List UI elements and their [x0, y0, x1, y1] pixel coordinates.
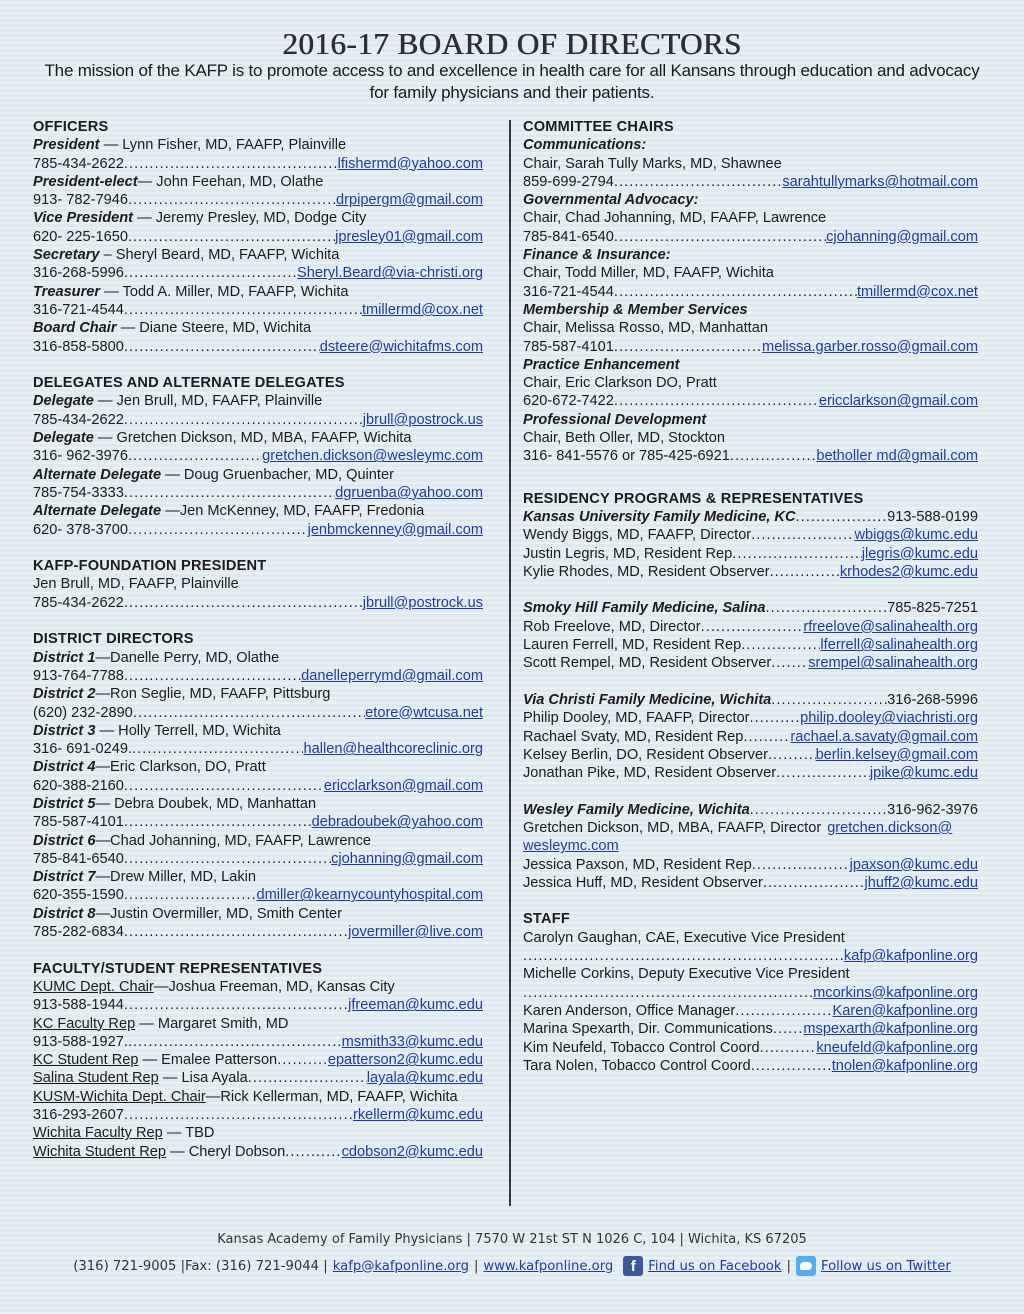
- email-link[interactable]: srempel@salinahealth.org: [808, 655, 978, 672]
- person-name: Wendy Biggs, MD, FAAFP, Director: [523, 527, 752, 544]
- phone-number: 785-841-6540: [33, 850, 124, 867]
- contact-line: [33, 850, 483, 868]
- committee-chair: Chair, Beth Oller, MD, Stockton: [523, 430, 725, 447]
- email-link[interactable]: mcorkins@kafponline.org: [813, 984, 978, 1001]
- phone-number: 316-858-5800: [33, 338, 124, 355]
- person-entry: [33, 246, 483, 264]
- separator: —: [95, 795, 115, 812]
- person-entry: [33, 832, 483, 850]
- staff-contact-line: [523, 947, 978, 965]
- person-entry: [33, 722, 483, 740]
- foundation-section: [33, 557, 483, 612]
- contact-line: [33, 447, 483, 465]
- program-name: Wesley Family Medicine, Wichita: [523, 801, 750, 818]
- email-link[interactable]: jbrull@postrock.us: [362, 594, 483, 611]
- email-link[interactable]: msmith33@kumc.edu: [341, 1033, 483, 1050]
- person-name: — Margaret Smith, MD: [135, 1015, 289, 1032]
- contact-line: [33, 228, 483, 246]
- person-name: Jen McKenney, MD, FAAFP, Fredonia: [179, 503, 425, 520]
- role-label: Treasurer: [33, 283, 101, 300]
- committee-title: Governmental Advocacy:: [523, 192, 699, 209]
- separator: —: [95, 759, 111, 776]
- email-link[interactable]: jlegris@kumc.edu: [861, 545, 978, 562]
- contact-line: [33, 1033, 483, 1051]
- phone-number: 316-293-2607: [33, 1107, 124, 1124]
- person-name: Sheryl Beard, MD, FAAFP, Wichita: [115, 247, 340, 264]
- staff-heading: STAFF: [523, 911, 570, 928]
- person-entry: [33, 429, 483, 447]
- role-label: District 1: [33, 649, 96, 666]
- person-name: Doug Gruenbacher, MD, Quinter: [183, 466, 394, 483]
- staff-entry: [523, 1057, 978, 1075]
- person-entry: [33, 502, 483, 520]
- email-link[interactable]: jenbmckenney@gmail.com: [307, 521, 483, 538]
- contact-line: [523, 392, 978, 410]
- program-phone: 913-588-0199: [887, 508, 978, 525]
- program-person: [523, 545, 978, 563]
- email-link[interactable]: drpipergm@gmail.com: [335, 192, 483, 209]
- email-link[interactable]: cjohanning@gmail.com: [331, 850, 483, 867]
- contact-line: [33, 740, 483, 758]
- email-link[interactable]: layala@kumc.edu: [366, 1070, 483, 1087]
- phone-number: 316- 962-3976: [33, 448, 128, 465]
- contact-line: [33, 1106, 483, 1124]
- faculty-role-label: Wichita Faculty Rep: [33, 1125, 163, 1142]
- separator: –: [99, 247, 116, 264]
- staff-name: Marina Spexarth, Dir. Communications: [523, 1021, 773, 1038]
- phone-number: 620-355-1590: [33, 887, 124, 904]
- phone-number: 316-268-5996: [33, 265, 124, 282]
- person-name: Jessica Huff, MD, Resident Observer: [523, 874, 763, 891]
- program-header: [523, 801, 978, 819]
- email-link[interactable]: gretchen.dickson@wesleymc.com: [262, 448, 483, 465]
- faculty-line: [33, 1069, 483, 1087]
- email-link[interactable]: ericclarkson@gmail.com: [818, 393, 978, 410]
- person-entry: [33, 905, 483, 923]
- staff-entry: [523, 1020, 978, 1038]
- committees-heading: COMMITTEE CHAIRS: [523, 119, 674, 135]
- contact-line: [523, 447, 978, 465]
- person-name: Ron Seglie, MD, FAAFP, Pittsburg: [110, 686, 331, 703]
- committees-section: [523, 118, 978, 466]
- person-entry: [33, 795, 483, 813]
- left-column: [33, 118, 483, 1179]
- program-header: [523, 599, 978, 617]
- role-label: District 7: [33, 869, 96, 886]
- email-link[interactable]: jhuff2@kumc.edu: [864, 874, 978, 891]
- phone-number: 913-764-7788: [33, 667, 124, 684]
- twitter-link[interactable]: Follow us on Twitter: [820, 1258, 951, 1274]
- separator: —: [100, 283, 123, 300]
- program-person: [523, 746, 978, 764]
- faculty-role-label: KUSM-Wichita Dept. Chair: [33, 1088, 206, 1105]
- phone-number: 620- 378-3700: [33, 521, 128, 538]
- role-label: Delegate: [33, 430, 94, 447]
- footer-email-link[interactable]: kafp@kafponline.org: [332, 1258, 469, 1274]
- role-label: Board Chair: [33, 320, 117, 337]
- email-link[interactable]: melissa.garber.rosso@gmail.com: [762, 338, 978, 355]
- phone-number: 785-434-2622: [33, 594, 124, 611]
- committee-chair: Chair, Sarah Tully Marks, MD, Shawnee: [523, 155, 782, 172]
- person-entry: [33, 868, 483, 886]
- email-link[interactable]: gretchen.dickson@: [827, 819, 953, 836]
- separator: —: [133, 210, 156, 227]
- email-link[interactable]: kneufeld@kafponline.org: [816, 1039, 978, 1056]
- role-label: District 5: [33, 795, 96, 812]
- role-label: Vice President: [33, 210, 134, 227]
- facebook-icon[interactable]: f: [623, 1256, 643, 1276]
- program-person: [523, 709, 978, 727]
- separator: —: [161, 466, 184, 483]
- person-name: Rob Freelove, MD, Director: [523, 618, 701, 635]
- email-link[interactable]: philip.dooley@viachristi.org: [800, 710, 978, 727]
- separator: —: [95, 832, 111, 849]
- program-phone: 316-962-3976: [887, 801, 978, 818]
- email-link[interactable]: Sheryl.Beard@via-christi.org: [297, 265, 483, 282]
- program-person: [523, 618, 978, 636]
- email-link[interactable]: rkellerm@kumc.edu: [353, 1107, 483, 1124]
- role-label: Secretary: [33, 247, 100, 264]
- officers-section: [33, 118, 483, 356]
- residency-heading: RESIDENCY PROGRAMS & REPRESENTATIVES: [523, 490, 864, 507]
- person-name: Debra Doubek, MD, Manhattan: [114, 795, 317, 812]
- phone-number: 913- 782-7946: [33, 192, 128, 209]
- phone-number: (620) 232-2890: [33, 704, 133, 721]
- email-link[interactable]: wbiggs@kumc.edu: [854, 527, 978, 544]
- email-link[interactable]: jbrull@postrock.us: [362, 411, 483, 428]
- role-label: District 6: [33, 832, 96, 849]
- faculty-line: [33, 1051, 483, 1069]
- program-person: [523, 764, 978, 782]
- email-link[interactable]: jfreeman@kumc.edu: [348, 997, 483, 1014]
- email-link[interactable]: berlin.kelsey@gmail.com: [815, 746, 978, 763]
- phone-number: 785-282-6834: [33, 924, 124, 941]
- role-label: President-elect: [33, 173, 138, 190]
- phone-number: 620-672-7422: [523, 393, 614, 410]
- residency-section: [523, 490, 978, 893]
- email-link[interactable]: jpaxson@kumc.edu: [849, 856, 978, 873]
- person-entry: [33, 136, 483, 154]
- person-name: Danelle Perry, MD, Olathe: [110, 649, 280, 666]
- email-link[interactable]: etore@wtcusa.net: [365, 704, 483, 721]
- person-entry: [33, 173, 483, 191]
- contact-line: [33, 667, 483, 685]
- email-link[interactable]: tnolen@kafponline.org: [831, 1057, 978, 1074]
- program-name: Smoky Hill Family Medicine, Salina: [523, 600, 766, 617]
- person-name: Gretchen Dickson, MD, MBA, FAAFP, Director: [523, 819, 822, 836]
- footer-contact: (316) 721-9005 |Fax: (316) 721-9044 | kafp@kafponline.org | www.kafponline.org f Find us on Facebook | Follow us on Twitter: [73, 1258, 951, 1275]
- committee-title: Finance & Insurance:: [523, 247, 671, 264]
- foundation-contact: [33, 594, 483, 612]
- separator: —: [95, 905, 111, 922]
- officers-heading: OFFICERS: [33, 119, 109, 135]
- column-divider: [509, 120, 511, 1206]
- faculty-entry: [33, 1124, 483, 1142]
- program-name: Kansas University Family Medicine, KC: [523, 508, 796, 525]
- faculty-entry: [33, 1015, 483, 1033]
- contact-line: [33, 484, 483, 502]
- separator: —: [137, 173, 157, 190]
- separator: —: [93, 393, 117, 410]
- email-link[interactable]: hallen@healthcoreclinic.org: [303, 741, 483, 758]
- email-link[interactable]: sarahtullymarks@hotmail.com: [782, 173, 978, 190]
- role-label: District 8: [33, 905, 96, 922]
- program-person: [523, 728, 978, 746]
- districts-section: [33, 630, 483, 941]
- person-name: — Emalee Patterson: [138, 1052, 278, 1069]
- phone-number: 785-434-2622: [33, 411, 124, 428]
- contact-line: [523, 173, 978, 191]
- mission-statement: The mission of the KAFP is to promote access to and excellence in health care for all Kansans through education and advocacy for family physicians and their patients.: [44, 61, 980, 102]
- email-link-continued[interactable]: wesleymc.com: [523, 838, 619, 855]
- committee-chair: Chair, Eric Clarkson DO, Pratt: [523, 375, 717, 392]
- person-name: Rachael Svaty, MD, Resident Rep: [523, 728, 744, 745]
- phone-number: 785-434-2622: [33, 155, 124, 172]
- person-name: John Feehan, MD, Olathe: [156, 173, 324, 190]
- email-link[interactable]: dgruenba@yahoo.com: [335, 484, 483, 501]
- person-name: Kylie Rhodes, MD, Resident Observer: [523, 563, 770, 580]
- phone-number: 316-721-4544: [33, 301, 124, 318]
- separator: —: [99, 137, 123, 154]
- role-label: Alternate Delegate: [33, 466, 162, 483]
- separator: —: [161, 503, 180, 520]
- committee-title: Practice Enhancement: [523, 356, 680, 373]
- delegates-heading: DELEGATES AND ALTERNATE DELEGATES: [33, 375, 345, 392]
- staff-contact-line: [523, 984, 978, 1002]
- email-link[interactable]: epatterson2@kumc.edu: [327, 1052, 483, 1069]
- person-name: —Rick Kellerman, MD, FAAFP, Wichita: [205, 1088, 458, 1105]
- email-link[interactable]: kafp@kafponline.org: [843, 948, 978, 965]
- email-link[interactable]: cdobson2@kumc.edu: [341, 1143, 483, 1160]
- delegates-section: [33, 374, 483, 539]
- program-person: [523, 654, 978, 672]
- person-name: Eric Clarkson, DO, Pratt: [110, 759, 266, 776]
- program-person: [523, 819, 978, 837]
- contact-line: [33, 886, 483, 904]
- role-label: District 4: [33, 759, 96, 776]
- staff-section: [523, 910, 978, 1075]
- person-entry: [33, 685, 483, 703]
- faculty-heading: FACULTY/STUDENT REPRESENTATIVES: [33, 960, 323, 977]
- contact-line: [33, 301, 483, 319]
- email-link[interactable]: jpike@kumc.edu: [869, 765, 978, 782]
- faculty-role-label: Salina Student Rep: [33, 1070, 159, 1087]
- person-entry: [33, 209, 483, 227]
- person-name: Kelsey Berlin, DO, Resident Observer: [523, 746, 768, 763]
- phone-number: 316- 841-5576 or 785-425-6921: [523, 448, 730, 465]
- email-link[interactable]: jovermiller@live.com: [348, 924, 483, 941]
- role-label: Alternate Delegate: [33, 503, 162, 520]
- email-link[interactable]: ericclarkson@gmail.com: [323, 777, 483, 794]
- contact-line: [33, 521, 483, 539]
- separator: —: [95, 869, 111, 886]
- role-label: Delegate: [33, 393, 94, 410]
- program-header: [523, 508, 978, 526]
- contact-line: [33, 813, 483, 831]
- contact-line: [33, 923, 483, 941]
- twitter-icon[interactable]: [796, 1256, 816, 1276]
- email-link[interactable]: rachael.a.savaty@gmail.com: [790, 728, 978, 745]
- contact-line: [33, 191, 483, 209]
- person-name: — Lisa Ayala: [158, 1070, 248, 1087]
- contact-line: [33, 338, 483, 356]
- committee-chair: Chair, Melissa Rosso, MD, Manhattan: [523, 320, 768, 337]
- email-link[interactable]: dmiller@kearnycountyhospital.com: [256, 887, 483, 904]
- program-phone: 785-825-7251: [887, 600, 978, 617]
- email-link[interactable]: cjohanning@gmail.com: [826, 228, 978, 245]
- role-label: District 2: [33, 686, 96, 703]
- person-entry: [33, 319, 483, 337]
- staff-name: Kim Neufeld, Tobacco Control Coord: [523, 1039, 760, 1056]
- phone-number: 913-588-1944: [33, 997, 124, 1014]
- faculty-role-label: KC Student Rep: [33, 1052, 139, 1069]
- committee-chair: Chair, Todd Miller, MD, FAAFP, Wichita: [523, 265, 774, 282]
- person-name: Todd A. Miller, MD, FAAFP, Wichita: [122, 283, 349, 300]
- phone-number: 785-587-4101: [33, 814, 124, 831]
- person-name: Jen Brull, MD, FAAFP, Plainville: [116, 393, 323, 410]
- program-header: [523, 691, 978, 709]
- email-link[interactable]: betholler md@gmail.com: [816, 448, 978, 465]
- person-name: Gretchen Dickson, MD, MBA, FAAFP, Wichita: [116, 430, 412, 447]
- email-link[interactable]: rfreelove@salinahealth.org: [803, 618, 978, 635]
- staff-entry: [523, 1002, 978, 1020]
- program-name: Via Christi Family Medicine, Wichita: [523, 691, 772, 708]
- staff-name: Carolyn Gaughan, CAE, Executive Vice President: [523, 929, 845, 946]
- person-name: Scott Rempel, MD, Resident Observer: [523, 655, 772, 672]
- email-link[interactable]: lferrell@salinahealth.org: [820, 637, 978, 654]
- contact-line: [33, 411, 483, 429]
- role-label: President: [33, 137, 100, 154]
- person-name: Philip Dooley, MD, FAAFP, Director: [523, 710, 750, 727]
- person-name: Drew Miller, MD, Lakin: [110, 869, 257, 886]
- districts-heading: DISTRICT DIRECTORS: [33, 631, 194, 648]
- phone-number: 620- 225-1650: [33, 228, 128, 245]
- faculty-line: [33, 1143, 483, 1161]
- committee-title: Communications:: [523, 137, 647, 154]
- footer-address: Kansas Academy of Family Physicians | 7570 W 21st ST N 1026 C, 104 | Wichita, KS 67205: [217, 1232, 807, 1247]
- program-person: [523, 856, 978, 874]
- person-name: —Joshua Freeman, MD, Kansas City: [153, 978, 395, 995]
- faculty-entry: [33, 1088, 483, 1106]
- person-name: Justin Legris, MD, Resident Rep: [523, 545, 733, 562]
- separator: —: [116, 320, 140, 337]
- person-name: Chad Johanning, MD, FAAFP, Lawrence: [110, 832, 371, 849]
- contact-line: [523, 338, 978, 356]
- phone-number: 913-588-1927.: [33, 1033, 128, 1050]
- facebook-link[interactable]: Find us on Facebook: [648, 1258, 782, 1274]
- footer-phone: (316) 721-9005 |Fax: (316) 721-9044 |: [73, 1258, 328, 1274]
- person-entry: [33, 283, 483, 301]
- email-link[interactable]: krhodes2@kumc.edu: [839, 563, 978, 580]
- person-name: Diane Steere, MD, Wichita: [139, 320, 312, 337]
- contact-line: [523, 228, 978, 246]
- program-phone: 316-268-5996: [887, 691, 978, 708]
- page-title: 2016-17 BOARD OF DIRECTORS: [282, 26, 742, 61]
- phone-number: 785-754-3333: [33, 484, 124, 501]
- person-name: Jessica Paxson, MD, Resident Rep: [523, 856, 752, 873]
- contact-line: [33, 704, 483, 722]
- phone-number: 859-699-2794: [523, 173, 614, 190]
- staff-name: Michelle Corkins, Deputy Executive Vice President: [523, 966, 850, 983]
- phone-number: 785-587-4101: [523, 338, 614, 355]
- person-name: Holly Terrell, MD, Wichita: [118, 722, 281, 739]
- foundation-heading: KAFP-FOUNDATION PRESIDENT: [33, 558, 267, 575]
- website-link[interactable]: www.kafponline.org: [483, 1258, 614, 1274]
- person-name: Jonathan Pike, MD, Resident Observer: [523, 765, 777, 782]
- contact-line: [33, 996, 483, 1014]
- contact-line: [33, 777, 483, 795]
- email-link[interactable]: Karen@kafponline.org: [832, 1002, 978, 1019]
- program-person: [523, 563, 978, 581]
- person-name: Jeremy Presley, MD, Dodge City: [155, 210, 367, 227]
- email-link[interactable]: debradoubek@yahoo.com: [311, 814, 483, 831]
- staff-name: Tara Nolen, Tobacco Control Coord: [523, 1057, 751, 1074]
- committee-title: Membership & Member Services: [523, 301, 748, 318]
- separator: —: [95, 649, 111, 666]
- program-person: [523, 636, 978, 654]
- contact-line: [523, 283, 978, 301]
- email-link[interactable]: dsteere@wichitafms.com: [319, 338, 483, 355]
- staff-name: Karen Anderson, Office Manager: [523, 1002, 736, 1019]
- faculty-role-label: Wichita Student Rep: [33, 1143, 167, 1160]
- phone-number: 785-841-6540: [523, 228, 614, 245]
- person-name: Lauren Ferrell, MD, Resident Rep: [523, 637, 742, 654]
- person-entry: [33, 758, 483, 776]
- separator: —: [95, 722, 119, 739]
- email-link[interactable]: danelleperrymd@gmail.com: [301, 667, 483, 684]
- person-name: Justin Overmiller, MD, Smith Center: [110, 905, 342, 922]
- email-link[interactable]: mspexarth@kafponline.org: [803, 1021, 978, 1038]
- email-link[interactable]: jpresley01@gmail.com: [335, 228, 483, 245]
- staff-entry: [523, 1039, 978, 1057]
- person-name: — Cheryl Dobson: [166, 1143, 286, 1160]
- email-link[interactable]: lfishermd@yahoo.com: [337, 155, 483, 172]
- committee-chair: Chair, Chad Johanning, MD, FAAFP, Lawrence: [523, 210, 827, 227]
- faculty-role-label: KUMC Dept. Chair: [33, 978, 154, 995]
- email-link[interactable]: tmillermd@cox.net: [361, 301, 483, 318]
- person-entry: [33, 466, 483, 484]
- committee-title: Professional Development: [523, 411, 707, 428]
- faculty-role-label: KC Faculty Rep: [33, 1015, 136, 1032]
- contact-line: [33, 264, 483, 282]
- email-link[interactable]: tmillermd@cox.net: [856, 283, 978, 300]
- faculty-entry: [33, 978, 483, 996]
- phone-number: 316-721-4544: [523, 283, 614, 300]
- phone-number: 620-388-2160: [33, 777, 124, 794]
- person-name: Lynn Fisher, MD, FAAFP, Plainville: [122, 137, 347, 154]
- phone-number: 316- 691-0249.: [33, 741, 132, 758]
- faculty-section: [33, 960, 483, 1161]
- separator: —: [95, 686, 111, 703]
- right-column: [523, 118, 978, 1093]
- program-person: [523, 526, 978, 544]
- person-name: — TBD: [162, 1125, 215, 1142]
- role-label: District 3: [33, 722, 96, 739]
- person-entry: [33, 392, 483, 410]
- contact-line: [33, 155, 483, 173]
- separator: —: [93, 430, 117, 447]
- program-person: [523, 874, 978, 892]
- person-entry: [33, 649, 483, 667]
- foundation-name: Jen Brull, MD, FAAFP, Plainville: [33, 576, 239, 593]
